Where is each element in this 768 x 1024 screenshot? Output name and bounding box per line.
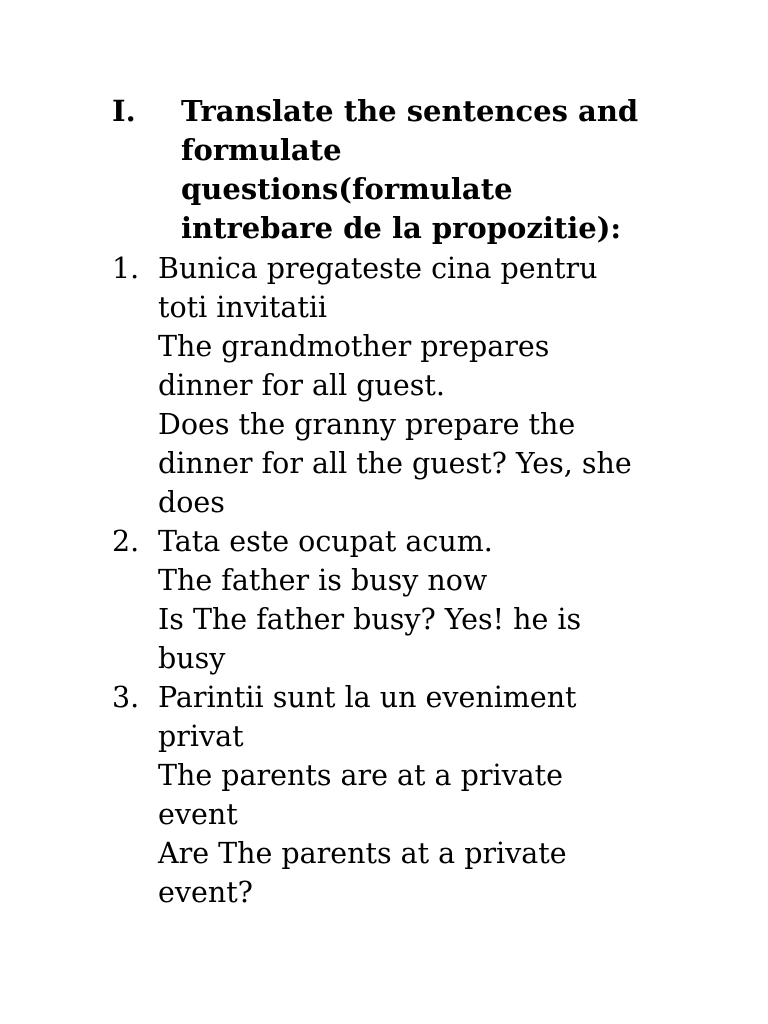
exercise-item-1: [112, 249, 682, 522]
item-line: toti invitatii: [158, 291, 328, 324]
item-line: The father is busy now: [158, 564, 488, 597]
item-line: The grandmother prepares: [158, 330, 550, 363]
section-title-line: formulate: [181, 133, 342, 167]
item-line: The parents are at a private: [158, 759, 563, 792]
item-line: privat: [158, 720, 244, 753]
item-line: Parintii sunt la un eveniment: [158, 681, 577, 714]
item-line: event: [158, 798, 238, 831]
item-line: dinner for all guest.: [158, 369, 445, 402]
section-title: [181, 92, 671, 248]
item-number: 1.: [112, 252, 140, 285]
item-number: 2.: [112, 525, 140, 558]
item-line: busy: [158, 642, 226, 675]
item-line: Is The father busy? Yes! he is: [158, 603, 582, 636]
item-line: Does the granny prepare the: [158, 408, 576, 441]
section-title-line: questions(formulate: [181, 172, 513, 206]
section-numeral: I.: [112, 94, 136, 128]
item-line: Tata este ocupat acum.: [158, 525, 493, 558]
item-line: does: [158, 486, 225, 519]
item-line: Are The parents at a private: [158, 837, 567, 870]
item-line: dinner for all the guest? Yes, she: [158, 447, 632, 480]
section-title-line: intrebare de la propozitie):: [181, 211, 622, 245]
item-number: 3.: [112, 681, 140, 714]
item-line: event?: [158, 876, 253, 909]
section-title-line: Translate the sentences and: [181, 94, 639, 128]
exercise-item-3: [112, 678, 682, 912]
exercise-item-2: [112, 522, 682, 678]
exercise-list: [112, 249, 682, 912]
item-line: Bunica pregateste cina pentru: [158, 252, 598, 285]
